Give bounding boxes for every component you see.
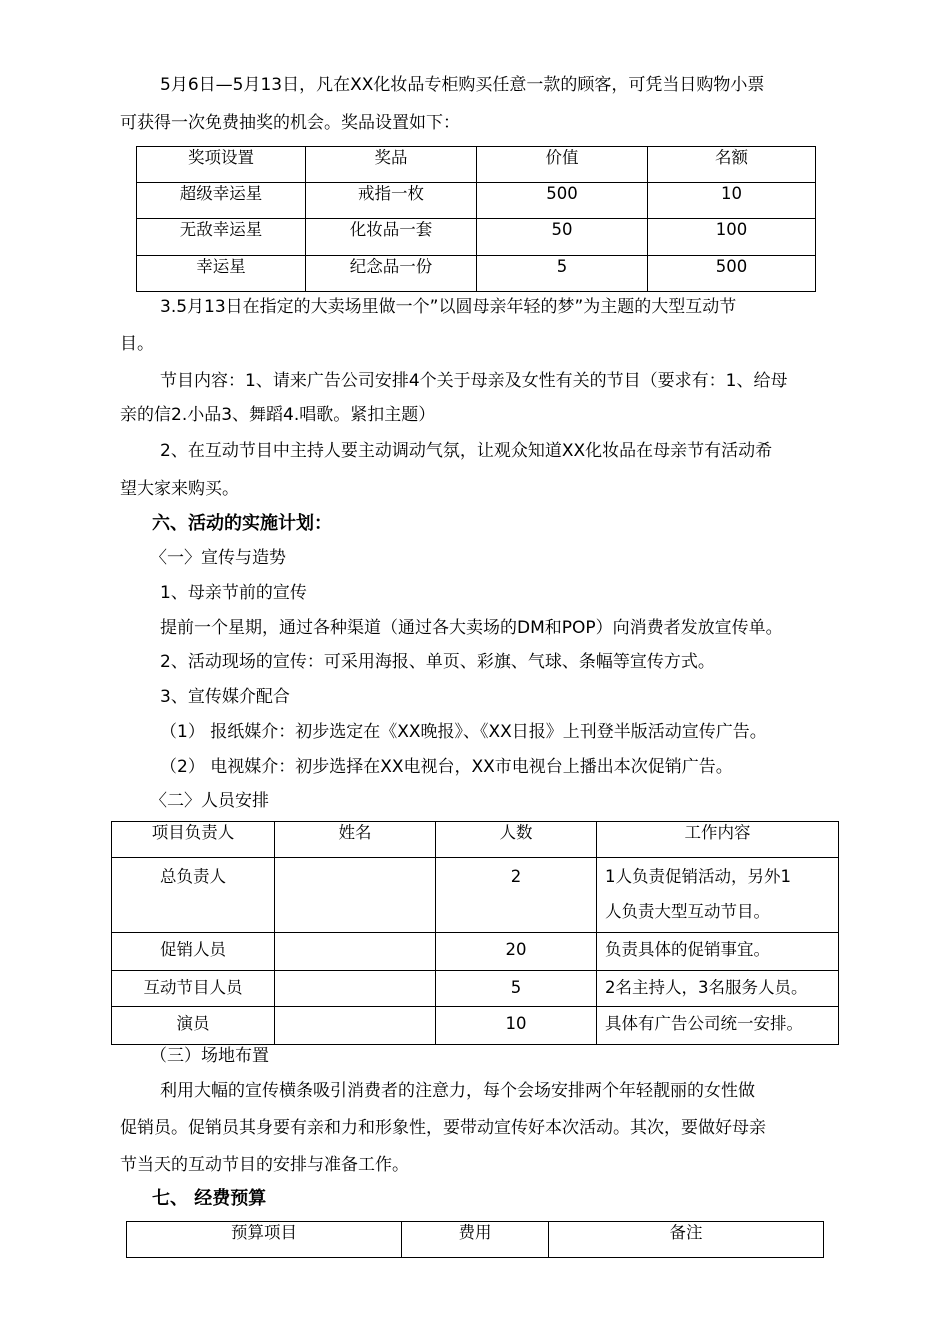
publicity-item-1-body: 提前一个星期，通过各种渠道（通过各大卖场的DM和POP）向消费者发放宣传单。 (160, 618, 783, 638)
table-row (112, 971, 839, 1007)
section-6-title: 六、活动的实施计划： (152, 513, 332, 534)
staff-header-work: 工作内容 (597, 822, 839, 858)
intro-line-2: 可获得一次免费抽奖的机会。奖品设置如下： (120, 113, 460, 133)
staff-work-line-2: 人负责大型互动节目。 (605, 902, 770, 921)
staff-cell: 2名主持人，3名服务人员。 (597, 971, 839, 1007)
prize-cell: 纪念品一份 (306, 256, 477, 292)
budget-header-item: 预算项目 (127, 1222, 402, 1258)
staff-header-name: 姓名 (275, 822, 436, 858)
program-line-2: 亲的信2.小品3、舞蹈4.唱歌。紧扣主题） (120, 405, 436, 425)
staff-cell (275, 971, 436, 1007)
publicity-item-2: 2、活动现场的宣传：可采用海报、单页、彩旗、气球、条幅等宣传方式。 (160, 652, 715, 672)
venue-line-2: 促销员。促销员其身要有亲和力和形象性，要带动宣传好本次活动。其次，要做好母亲 (120, 1118, 766, 1138)
staff-cell: 具体有广告公司统一安排。 (597, 1007, 839, 1045)
staff-cell (275, 933, 436, 971)
staff-table-header (112, 822, 839, 858)
prize-header-prize: 奖品 (306, 147, 477, 183)
staff-cell: 20 (436, 933, 597, 971)
staff-cell: 演员 (112, 1007, 275, 1045)
staff-cell: 总负责人 (112, 858, 275, 933)
subsection-staff: 〈二〉人员安排 (150, 791, 269, 811)
staff-cell (275, 1007, 436, 1045)
prize-cell: 50 (477, 219, 648, 256)
table-row (137, 183, 816, 219)
prize-cell: 无敌幸运星 (137, 219, 306, 256)
subsection-publicity: 〈一〉宣传与造势 (150, 548, 286, 568)
prize-cell: 500 (648, 256, 816, 292)
venue-line-1: 利用大幅的宣传横条吸引消费者的注意力，每个会场安排两个年轻靓丽的女性做 (160, 1081, 755, 1101)
table-row (112, 858, 839, 933)
venue-line-3: 节当天的互动节目的安排与准备工作。 (120, 1155, 409, 1175)
media-tv: （2） 电视媒介：初步选择在XX电视台，XX市电视台上播出本次促销广告。 (160, 757, 733, 777)
prize-cell: 超级幸运星 (137, 183, 306, 219)
staff-work-line-1: 1人负责促销活动，另外1 (605, 867, 791, 886)
staff-cell: 2 (436, 858, 597, 933)
host-line-1: 2、在互动节目中主持人要主动调动气氛，让观众知道XX化妆品在母亲节有活动希 (160, 441, 773, 461)
prize-header-value: 价值 (477, 147, 648, 183)
staff-cell: 负责具体的促销事宜。 (597, 933, 839, 971)
staff-cell: 促销人员 (112, 933, 275, 971)
item3-line-1: 3.5月13日在指定的大卖场里做一个”以圆母亲年轻的梦”为主题的大型互动节 (160, 297, 737, 317)
table-row (137, 219, 816, 256)
prize-cell: 500 (477, 183, 648, 219)
intro-line-1: 5月6日—5月13日，凡在XX化妆品专柜购买任意一款的顾客，可凭当日购物小票 (160, 75, 765, 95)
publicity-item-1: 1、母亲节前的宣传 (160, 583, 307, 603)
prize-table-header (137, 147, 816, 183)
subsection-venue: （三）场地布置 (150, 1046, 269, 1066)
budget-table-header (127, 1222, 824, 1258)
prize-cell: 10 (648, 183, 816, 219)
program-line-1: 节目内容：1、请来广告公司安排4个关于母亲及女性有关的节目（要求有：1、给母 (160, 371, 788, 391)
prize-header-quota: 名额 (648, 147, 816, 183)
prize-header-level: 奖项设置 (137, 147, 306, 183)
staff-cell (275, 858, 436, 933)
table-row (137, 256, 816, 292)
staff-cell: 5 (436, 971, 597, 1007)
prize-cell: 100 (648, 219, 816, 256)
table-row (112, 1007, 839, 1045)
publicity-item-3: 3、宣传媒介配合 (160, 687, 290, 707)
item3-line-2: 目。 (120, 334, 154, 354)
staff-work-cell (597, 858, 839, 933)
section-7-title: 七、 经费预算 (152, 1188, 267, 1209)
table-row (112, 933, 839, 971)
budget-header-note: 备注 (549, 1222, 824, 1258)
staff-cell: 10 (436, 1007, 597, 1045)
prize-cell: 5 (477, 256, 648, 292)
prize-table (136, 146, 816, 292)
budget-table (126, 1221, 824, 1258)
prize-cell: 戒指一枚 (306, 183, 477, 219)
prize-cell: 化妆品一套 (306, 219, 477, 256)
host-line-2: 望大家来购买。 (120, 479, 239, 499)
staff-table (111, 821, 839, 1045)
media-newspaper: （1） 报纸媒介：初步选定在《XX晚报》、《XX日报》上刊登半版活动宣传广告。 (160, 722, 767, 742)
prize-cell: 幸运星 (137, 256, 306, 292)
staff-header-lead: 项目负责人 (112, 822, 275, 858)
staff-header-count: 人数 (436, 822, 597, 858)
staff-cell: 互动节目人员 (112, 971, 275, 1007)
budget-header-cost: 费用 (402, 1222, 549, 1258)
